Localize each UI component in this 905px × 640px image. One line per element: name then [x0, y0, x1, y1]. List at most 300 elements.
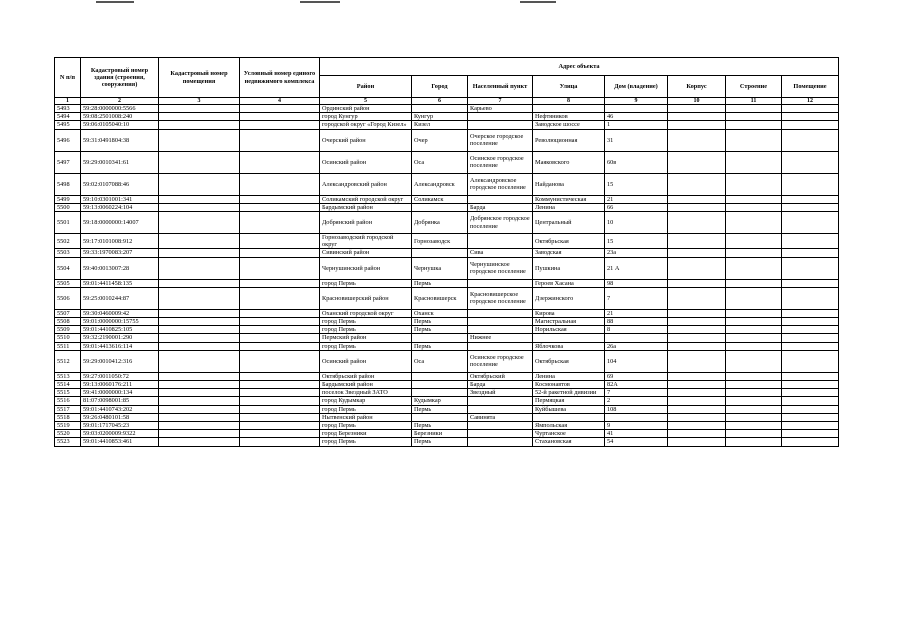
complex-number-cell: [240, 318, 320, 326]
settlement-cell: Чернушинское городское поселение: [468, 257, 533, 279]
room-cadastral-cell: [159, 212, 240, 234]
pomeshchenie-cell: [782, 287, 839, 309]
house-cell: 2: [605, 397, 668, 405]
stroenie-cell: [726, 151, 782, 173]
settlement-cell: [468, 113, 533, 121]
settlement-cell: [468, 318, 533, 326]
room-cadastral-cell: [159, 389, 240, 397]
complex-number-cell: [240, 326, 320, 334]
table-row: [55, 438, 839, 446]
table-row: [55, 397, 839, 405]
house-cell: 15: [605, 234, 668, 249]
city-cell: [412, 389, 468, 397]
korpus-cell: [668, 105, 726, 113]
stroenie-cell: [726, 405, 782, 413]
korpus-cell: [668, 203, 726, 211]
room-cadastral-cell: [159, 438, 240, 446]
complex-number-cell: [240, 381, 320, 389]
table-row: [55, 413, 839, 421]
row-number-cell: 5506: [55, 287, 81, 309]
row-number-cell: 5510: [55, 334, 81, 342]
korpus-cell: [668, 389, 726, 397]
house-cell: 21: [605, 195, 668, 203]
korpus-cell: [668, 430, 726, 438]
room-cadastral-cell: [159, 350, 240, 372]
row-number-cell: 5505: [55, 279, 81, 287]
korpus-cell: [668, 195, 726, 203]
pomeshchenie-cell: [782, 397, 839, 405]
house-cell: 104: [605, 350, 668, 372]
complex-number-cell: [240, 430, 320, 438]
row-number-cell: 5498: [55, 173, 81, 195]
cadastral-number-cell: 59:32:2190001:290: [81, 334, 159, 342]
street-cell: Маяковского: [533, 151, 605, 173]
row-number-cell: 5516: [55, 397, 81, 405]
cadastral-number-cell: 59:29:0010341:61: [81, 151, 159, 173]
house-cell: 10: [605, 212, 668, 234]
district-cell: поселок Звездный ЗАТО: [320, 389, 412, 397]
cadastral-number-cell: 59:25:0010244:87: [81, 287, 159, 309]
settlement-cell: [468, 342, 533, 350]
row-number-cell: 5509: [55, 326, 81, 334]
table-row: [55, 249, 839, 257]
room-cadastral-cell: [159, 257, 240, 279]
cadastral-number-cell: 81:07:0098001:85: [81, 397, 159, 405]
korpus-cell: [668, 405, 726, 413]
cadastral-number-cell: 59:01:1717045:23: [81, 422, 159, 430]
korpus-cell: [668, 334, 726, 342]
house-cell: 88: [605, 318, 668, 326]
room-cadastral-cell: [159, 405, 240, 413]
pomeshchenie-cell: [782, 381, 839, 389]
street-cell: Центральный: [533, 212, 605, 234]
house-cell: [605, 334, 668, 342]
district-cell: город Пермь: [320, 405, 412, 413]
district-cell: Нытвенский район: [320, 413, 412, 421]
pomeshchenie-cell: [782, 405, 839, 413]
district-cell: Октябрьский район: [320, 372, 412, 380]
city-cell: [412, 334, 468, 342]
district-cell: Добрянский район: [320, 212, 412, 234]
col-number: 7: [468, 98, 533, 105]
house-cell: 46: [605, 113, 668, 121]
room-cadastral-cell: [159, 342, 240, 350]
cadastral-number-cell: 59:17:0101008:912: [81, 234, 159, 249]
house-cell: 15: [605, 173, 668, 195]
settlement-cell: Сива: [468, 249, 533, 257]
district-cell: Оханский городской округ: [320, 309, 412, 317]
pomeshchenie-cell: [782, 422, 839, 430]
header-house: Дом (владение): [605, 76, 668, 98]
col-number: 6: [412, 98, 468, 105]
complex-number-cell: [240, 151, 320, 173]
korpus-cell: [668, 350, 726, 372]
row-number-cell: 5518: [55, 413, 81, 421]
street-cell: Коммунистическая: [533, 195, 605, 203]
street-cell: [533, 413, 605, 421]
cadastral-number-cell: 59:40:0013007:28: [81, 257, 159, 279]
col-number: 5: [320, 98, 412, 105]
pomeshchenie-cell: [782, 212, 839, 234]
house-cell: 7: [605, 389, 668, 397]
street-cell: Кирова: [533, 309, 605, 317]
district-cell: городской округ «Город Кизел»: [320, 121, 412, 129]
cadastral-number-cell: 59:01:0000000:15755: [81, 318, 159, 326]
pomeshchenie-cell: [782, 121, 839, 129]
korpus-cell: [668, 372, 726, 380]
korpus-cell: [668, 309, 726, 317]
street-cell: Пермяцкая: [533, 397, 605, 405]
district-cell: Сивинский район: [320, 249, 412, 257]
house-cell: 41: [605, 430, 668, 438]
street-cell: Революционная: [533, 129, 605, 151]
table-row: [55, 203, 839, 211]
col-number: 4: [240, 98, 320, 105]
table-row: [55, 234, 839, 249]
district-cell: город Пермь: [320, 318, 412, 326]
district-cell: город Березники: [320, 430, 412, 438]
korpus-cell: [668, 113, 726, 121]
row-number-cell: 5493: [55, 105, 81, 113]
district-cell: город Пермь: [320, 438, 412, 446]
row-number-cell: 5513: [55, 372, 81, 380]
room-cadastral-cell: [159, 309, 240, 317]
table-row: [55, 326, 839, 334]
korpus-cell: [668, 151, 726, 173]
city-cell: [412, 372, 468, 380]
stroenie-cell: [726, 113, 782, 121]
house-cell: 23а: [605, 249, 668, 257]
district-cell: Бардымский район: [320, 381, 412, 389]
pomeshchenie-cell: [782, 279, 839, 287]
street-cell: Дзержинского: [533, 287, 605, 309]
house-cell: 66: [605, 203, 668, 211]
header-settlement: Населенный пункт: [468, 76, 533, 98]
stroenie-cell: [726, 121, 782, 129]
stroenie-cell: [726, 413, 782, 421]
city-cell: Пермь: [412, 438, 468, 446]
street-cell: Космонавтов: [533, 381, 605, 389]
city-cell: Пермь: [412, 279, 468, 287]
street-cell: Норильская: [533, 326, 605, 334]
district-cell: Красновишерский район: [320, 287, 412, 309]
pomeshchenie-cell: [782, 413, 839, 421]
table-row: [55, 372, 839, 380]
district-cell: Соликамский городской округ: [320, 195, 412, 203]
korpus-cell: [668, 257, 726, 279]
district-cell: Бардымский район: [320, 203, 412, 211]
cadastral-number-cell: 59:27:0011050:72: [81, 372, 159, 380]
city-cell: Пермь: [412, 422, 468, 430]
col-number: 3: [159, 98, 240, 105]
cadastral-number-cell: 59:02:0107088:46: [81, 173, 159, 195]
table-row: [55, 350, 839, 372]
pomeshchenie-cell: [782, 113, 839, 121]
stroenie-cell: [726, 212, 782, 234]
korpus-cell: [668, 326, 726, 334]
settlement-cell: Карьево: [468, 105, 533, 113]
stroenie-cell: [726, 430, 782, 438]
complex-number-cell: [240, 438, 320, 446]
cadastral-number-cell: 59:33:1970083:207: [81, 249, 159, 257]
cadastral-number-cell: 59:13:0060224:104: [81, 203, 159, 211]
pomeshchenie-cell: [782, 129, 839, 151]
pomeshchenie-cell: [782, 234, 839, 249]
col-number: 2: [81, 98, 159, 105]
city-cell: Кунгур: [412, 113, 468, 121]
house-cell: 1: [605, 121, 668, 129]
stroenie-cell: [726, 381, 782, 389]
city-cell: Соликамск: [412, 195, 468, 203]
header-korpus: Корпус: [668, 76, 726, 98]
settlement-cell: [468, 121, 533, 129]
pomeshchenie-cell: [782, 105, 839, 113]
korpus-cell: [668, 173, 726, 195]
row-number-cell: 5504: [55, 257, 81, 279]
col-number: 8: [533, 98, 605, 105]
pomeshchenie-cell: [782, 151, 839, 173]
row-number-cell: 5507: [55, 309, 81, 317]
complex-number-cell: [240, 287, 320, 309]
district-cell: город Кунгур: [320, 113, 412, 121]
street-cell: Нефтяников: [533, 113, 605, 121]
row-number-cell: 5497: [55, 151, 81, 173]
table-row: [55, 389, 839, 397]
table-row: [55, 309, 839, 317]
row-number-cell: 5499: [55, 195, 81, 203]
table-row: [55, 151, 839, 173]
room-cadastral-cell: [159, 203, 240, 211]
district-cell: Осинский район: [320, 151, 412, 173]
district-cell: Ординский район: [320, 105, 412, 113]
stroenie-cell: [726, 422, 782, 430]
row-number-cell: 5502: [55, 234, 81, 249]
table-row: [55, 381, 839, 389]
room-cadastral-cell: [159, 334, 240, 342]
pomeshchenie-cell: [782, 249, 839, 257]
complex-number-cell: [240, 405, 320, 413]
room-cadastral-cell: [159, 249, 240, 257]
korpus-cell: [668, 279, 726, 287]
korpus-cell: [668, 121, 726, 129]
complex-number-cell: [240, 203, 320, 211]
city-cell: Пермь: [412, 405, 468, 413]
complex-number-cell: [240, 309, 320, 317]
cadastral-number-cell: 59:13:0060176:211: [81, 381, 159, 389]
settlement-cell: Нижнее: [468, 334, 533, 342]
table-row: [55, 318, 839, 326]
city-cell: [412, 381, 468, 389]
street-cell: Октябрьская: [533, 234, 605, 249]
city-cell: Кудымкар: [412, 397, 468, 405]
pomeshchenie-cell: [782, 430, 839, 438]
room-cadastral-cell: [159, 413, 240, 421]
complex-number-cell: [240, 195, 320, 203]
pomeshchenie-cell: [782, 326, 839, 334]
room-cadastral-cell: [159, 430, 240, 438]
room-cadastral-cell: [159, 381, 240, 389]
street-cell: [533, 105, 605, 113]
settlement-cell: Октябрьский: [468, 372, 533, 380]
house-cell: 54: [605, 438, 668, 446]
stroenie-cell: [726, 438, 782, 446]
row-number-cell: 5519: [55, 422, 81, 430]
room-cadastral-cell: [159, 129, 240, 151]
settlement-cell: Добрянское городское поселение: [468, 212, 533, 234]
korpus-cell: [668, 422, 726, 430]
city-cell: Горнозаводск: [412, 234, 468, 249]
street-cell: Ямпольская: [533, 422, 605, 430]
korpus-cell: [668, 438, 726, 446]
city-cell: [412, 413, 468, 421]
street-cell: Яблочкова: [533, 342, 605, 350]
stroenie-cell: [726, 234, 782, 249]
row-number-cell: 5512: [55, 350, 81, 372]
district-cell: город Пермь: [320, 326, 412, 334]
room-cadastral-cell: [159, 105, 240, 113]
settlement-cell: [468, 309, 533, 317]
row-number-cell: 5511: [55, 342, 81, 350]
stroenie-cell: [726, 397, 782, 405]
house-cell: 60в: [605, 151, 668, 173]
complex-number-cell: [240, 113, 320, 121]
city-cell: Кизел: [412, 121, 468, 129]
city-cell: Чернушка: [412, 257, 468, 279]
settlement-cell: Барда: [468, 203, 533, 211]
city-cell: [412, 105, 468, 113]
cadastral-number-cell: 59:01:4411458:135: [81, 279, 159, 287]
row-number-cell: 5496: [55, 129, 81, 151]
district-cell: Александровский район: [320, 173, 412, 195]
room-cadastral-cell: [159, 397, 240, 405]
house-cell: 7: [605, 287, 668, 309]
table-row: [55, 212, 839, 234]
pomeshchenie-cell: [782, 257, 839, 279]
col-number: 11: [726, 98, 782, 105]
house-cell: 108: [605, 405, 668, 413]
pomeshchenie-cell: [782, 342, 839, 350]
settlement-cell: Александровское городское поселение: [468, 173, 533, 195]
room-cadastral-cell: [159, 318, 240, 326]
col-number: 10: [668, 98, 726, 105]
district-cell: Горнозаводский городской округ: [320, 234, 412, 249]
row-number-cell: 5517: [55, 405, 81, 413]
table-row: [55, 279, 839, 287]
district-cell: Пермский район: [320, 334, 412, 342]
header-stroenie: Строение: [726, 76, 782, 98]
pomeshchenie-cell: [782, 372, 839, 380]
complex-number-cell: [240, 413, 320, 421]
cadastral-number-cell: 59:31:0491804:38: [81, 129, 159, 151]
room-cadastral-cell: [159, 113, 240, 121]
cadastral-number-cell: 59:01:4413616:114: [81, 342, 159, 350]
row-number-cell: 5503: [55, 249, 81, 257]
table-row: [55, 422, 839, 430]
room-cadastral-cell: [159, 287, 240, 309]
cadastral-number-cell: 59:28:0000000:5566: [81, 105, 159, 113]
stroenie-cell: [726, 342, 782, 350]
row-number-cell: 5495: [55, 121, 81, 129]
cadastral-number-cell: 59:06:0105040:10: [81, 121, 159, 129]
city-cell: Оса: [412, 350, 468, 372]
room-cadastral-cell: [159, 195, 240, 203]
header-cad-room: Кадастровый номер помещения: [159, 58, 240, 98]
cadastral-number-cell: 59:41:0000000:134: [81, 389, 159, 397]
district-cell: город Пермь: [320, 279, 412, 287]
city-cell: Оса: [412, 151, 468, 173]
room-cadastral-cell: [159, 326, 240, 334]
cadastral-number-cell: 59:10:0301001:341: [81, 195, 159, 203]
row-number-cell: 5501: [55, 212, 81, 234]
stroenie-cell: [726, 372, 782, 380]
house-cell: 98: [605, 279, 668, 287]
table-row: [55, 113, 839, 121]
complex-number-cell: [240, 121, 320, 129]
cadastral-number-cell: 59:03:0200009:9322: [81, 430, 159, 438]
street-cell: Ленина: [533, 203, 605, 211]
korpus-cell: [668, 234, 726, 249]
house-cell: [605, 105, 668, 113]
city-cell: Красновишерск: [412, 287, 468, 309]
korpus-cell: [668, 413, 726, 421]
table-header: [55, 58, 839, 105]
register-table: [54, 57, 839, 447]
city-cell: Березники: [412, 430, 468, 438]
row-number-cell: 5520: [55, 430, 81, 438]
house-cell: [605, 413, 668, 421]
street-cell: Магистральная: [533, 318, 605, 326]
room-cadastral-cell: [159, 121, 240, 129]
house-cell: 9: [605, 422, 668, 430]
row-number-cell: 5494: [55, 113, 81, 121]
street-cell: Стахановская: [533, 438, 605, 446]
city-cell: Пермь: [412, 318, 468, 326]
cadastral-number-cell: 59:01:4410743:202: [81, 405, 159, 413]
table-row: [55, 342, 839, 350]
district-cell: город Кудымкар: [320, 397, 412, 405]
pomeshchenie-cell: [782, 195, 839, 203]
row-number-cell: 5514: [55, 381, 81, 389]
complex-number-cell: [240, 212, 320, 234]
table-row: [55, 121, 839, 129]
korpus-cell: [668, 318, 726, 326]
row-number-cell: 5508: [55, 318, 81, 326]
room-cadastral-cell: [159, 372, 240, 380]
table-row: [55, 129, 839, 151]
house-cell: 21 А: [605, 257, 668, 279]
complex-number-cell: [240, 105, 320, 113]
stroenie-cell: [726, 287, 782, 309]
header-cond-complex: Условный номер единого недвижимого комплекса: [240, 58, 320, 98]
pomeshchenie-cell: [782, 173, 839, 195]
korpus-cell: [668, 129, 726, 151]
stroenie-cell: [726, 350, 782, 372]
complex-number-cell: [240, 279, 320, 287]
room-cadastral-cell: [159, 279, 240, 287]
stroenie-cell: [726, 326, 782, 334]
header-street: Улица: [533, 76, 605, 98]
street-cell: Чуртанское: [533, 430, 605, 438]
street-cell: 52-й ракетной дивизии: [533, 389, 605, 397]
complex-number-cell: [240, 129, 320, 151]
stroenie-cell: [726, 105, 782, 113]
header-cad-building: Кадастровый номер здания (строения, сооружения): [81, 58, 159, 98]
settlement-cell: Красновишерское городское поселение: [468, 287, 533, 309]
district-cell: город Пермь: [320, 342, 412, 350]
settlement-cell: [468, 326, 533, 334]
settlement-cell: Осинское городское поселение: [468, 350, 533, 372]
complex-number-cell: [240, 249, 320, 257]
